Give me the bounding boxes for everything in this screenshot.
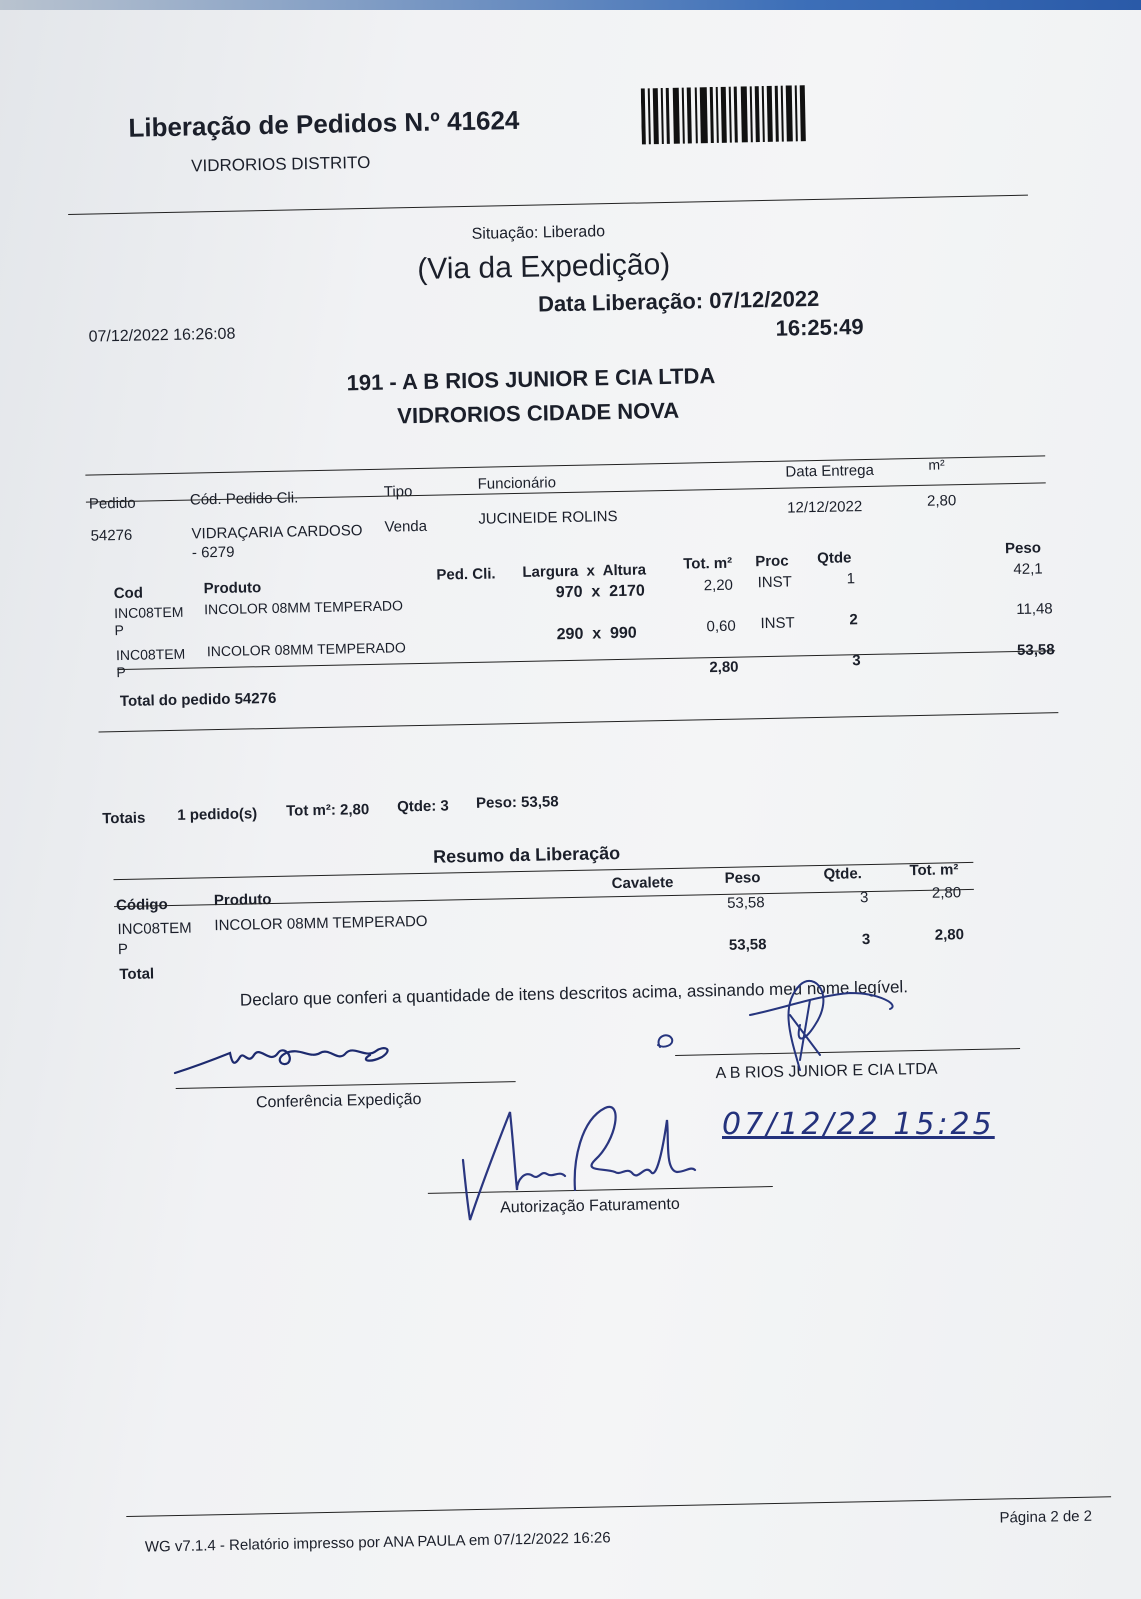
- item-proc: INST: [760, 614, 795, 633]
- totals-orders: 1 pedido(s): [177, 805, 258, 824]
- client-order-code: VIDRAÇARIA CARDOSO: [191, 522, 363, 543]
- divider: [126, 1496, 1111, 1517]
- signature-conferencia: [170, 1035, 410, 1080]
- order-m2: 2,80: [926, 492, 957, 510]
- summary-total-peso: 53,58: [728, 936, 767, 954]
- signature-line-conferencia: [176, 1081, 516, 1089]
- signature-company: [650, 975, 950, 1085]
- col-proc: Proc: [755, 552, 789, 571]
- col-produto: Produto: [203, 579, 262, 598]
- report-title: Liberação de Pedidos N.º 41624: [128, 104, 520, 143]
- order-total-peso: 53,58: [1016, 641, 1055, 659]
- col-funcionario: Funcionário: [477, 474, 557, 493]
- col-peso: Peso: [724, 869, 761, 887]
- item-code: INC08TEM: [115, 645, 186, 664]
- signature-autorizacao: [455, 1100, 705, 1230]
- item-peso: 11,48: [1016, 600, 1053, 619]
- col-tot-m2: Tot. m²: [683, 554, 733, 573]
- summary-peso: 53,58: [726, 894, 765, 912]
- footer-page-number: Página 2 de 2: [999, 1507, 1093, 1527]
- delivery-date: 12/12/2022: [787, 498, 863, 517]
- summary-total-tot-m2: 2,80: [934, 926, 965, 944]
- conferencia-label: Conferência Expedição: [255, 1091, 422, 1112]
- release-date: Data Liberação: 07/12/2022: [537, 285, 820, 317]
- col-cod-pedido-cli: Cód. Pedido Cli.: [189, 489, 299, 509]
- item-qtde: 1: [846, 570, 856, 588]
- divider: [68, 195, 1028, 215]
- col-tot-m2: Tot. m²: [909, 861, 959, 880]
- divider: [85, 455, 1045, 475]
- handwritten-date: 07/12/22 15:25: [722, 1107, 995, 1142]
- summary-title: Resumo da Liberação: [432, 843, 621, 867]
- company-signature-label: A B RIOS JUNIOR E CIA LTDA: [715, 1060, 938, 1083]
- col-pedido: Pedido: [88, 494, 136, 513]
- client-store: VIDRORIOS CIDADE NOVA: [397, 397, 680, 429]
- col-ped-cli: Ped. Cli.: [436, 565, 496, 584]
- order-total-qtde: 3: [852, 652, 861, 670]
- totals-peso: Peso: 53,58: [475, 793, 559, 812]
- totals-m2: Tot m²: 2,80: [285, 801, 370, 820]
- employee: JUCINEIDE ROLINS: [478, 507, 618, 528]
- barcode: [641, 85, 812, 146]
- order-type: Venda: [384, 517, 428, 536]
- item-product: INCOLOR 08MM TEMPERADO: [206, 639, 406, 660]
- item-tot-m2: 0,60: [706, 617, 736, 636]
- item-tot-m2: 2,20: [703, 576, 734, 595]
- copy-type: (Via da Expedição): [416, 247, 671, 286]
- autorizacao-label: Autorização Faturamento: [500, 1195, 680, 1217]
- col-dimensions: Largura x Altura: [522, 561, 647, 581]
- footer-report: WG v7.1.4 - Relatório impresso por ANA PAULA em 07/12/2022 16:26: [144, 1529, 611, 1556]
- totals-label: Totais: [102, 809, 146, 828]
- col-tipo: Tipo: [383, 483, 413, 501]
- item-qtde: 2: [849, 611, 858, 629]
- col-codigo: Código: [115, 896, 168, 915]
- item-peso: 42,1: [1013, 560, 1043, 579]
- company-name: VIDRORIOS DISTRITO: [191, 152, 371, 176]
- summary-total-label: Total: [119, 965, 155, 984]
- col-qtde: Qtde.: [823, 865, 863, 883]
- col-cod: Cod: [113, 584, 144, 603]
- col-produto: Produto: [213, 891, 272, 910]
- order-total-m2: 2,80: [709, 658, 739, 677]
- client-name: 191 - A B RIOS JUNIOR E CIA LTDA: [346, 363, 716, 396]
- item-product: INCOLOR 08MM TEMPERADO: [203, 597, 404, 618]
- summary-code-cont: P: [117, 940, 129, 959]
- summary-total-qtde: 3: [861, 931, 871, 949]
- summary-product: INCOLOR 08MM TEMPERADO: [214, 912, 428, 935]
- declaration-text: Declaro que conferi a quantidade de itens descritos acima, assinando meu nome legível.: [239, 977, 909, 1010]
- item-code: INC08TEM: [113, 603, 184, 622]
- item-dimensions: 970 x 2170: [555, 582, 645, 602]
- col-peso: Peso: [1004, 539, 1042, 558]
- client-order-code-cont: - 6279: [191, 543, 235, 562]
- item-code-cont: P: [116, 663, 126, 681]
- col-qtde: Qtde: [817, 549, 852, 567]
- printed-timestamp: 07/12/2022 16:26:08: [88, 325, 236, 346]
- col-cavalete: Cavalete: [611, 873, 674, 893]
- item-code-cont: P: [114, 621, 125, 639]
- item-dimensions: 290 x 990: [556, 624, 637, 644]
- release-time: 16:25:49: [775, 314, 864, 341]
- divider: [99, 712, 1059, 732]
- totals-qtde: Qtde: 3: [396, 797, 449, 816]
- item-proc: INST: [757, 573, 793, 592]
- order-number: 54276: [90, 526, 133, 545]
- col-m2: m²: [928, 456, 945, 473]
- status-text: Situação: Liberado: [471, 223, 606, 243]
- summary-code: INC08TEM: [117, 919, 192, 939]
- col-data-entrega: Data Entrega: [785, 461, 875, 481]
- summary-tot-m2: 2,80: [931, 884, 962, 902]
- summary-qtde: 3: [859, 889, 869, 907]
- order-total-label: Total do pedido 54276: [119, 689, 277, 711]
